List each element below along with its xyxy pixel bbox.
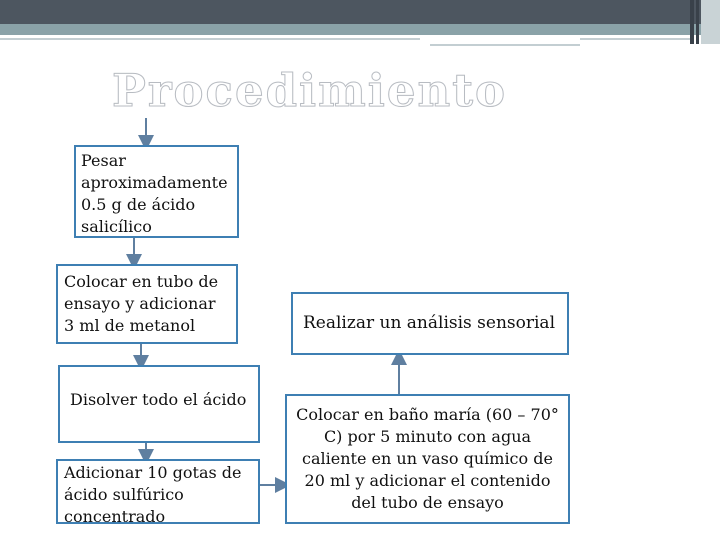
step-sensorial-box xyxy=(291,292,569,355)
step-colocar-box xyxy=(56,264,238,344)
page-title: Procedimiento xyxy=(112,64,508,117)
step-adicionar-box xyxy=(56,459,260,524)
step-adicionar-text: Adicionar 10 gotas de ácido sulfúrico concentrado xyxy=(64,463,242,526)
step-bano-box xyxy=(285,394,570,524)
step-pesar-box xyxy=(74,145,239,238)
step-sensorial-text: Realizar un análisis sensorial xyxy=(303,313,556,333)
step-pesar-text: Pesar aproximadamente 0.5 g de ácido salicílico xyxy=(81,151,228,236)
step-disolver-text: Disolver todo el ácido xyxy=(70,390,247,409)
step-disolver-box xyxy=(58,365,260,443)
step-bano-text: Colocar en baño maría (60 – 70° C) por 5 minuto con agua caliente en un vaso químico de 20 ml y adicionar el contenido del tubo de ensayo xyxy=(296,405,559,512)
step-colocar-text: Colocar en tubo de ensayo y adicionar 3 ml de metanol xyxy=(64,272,219,335)
